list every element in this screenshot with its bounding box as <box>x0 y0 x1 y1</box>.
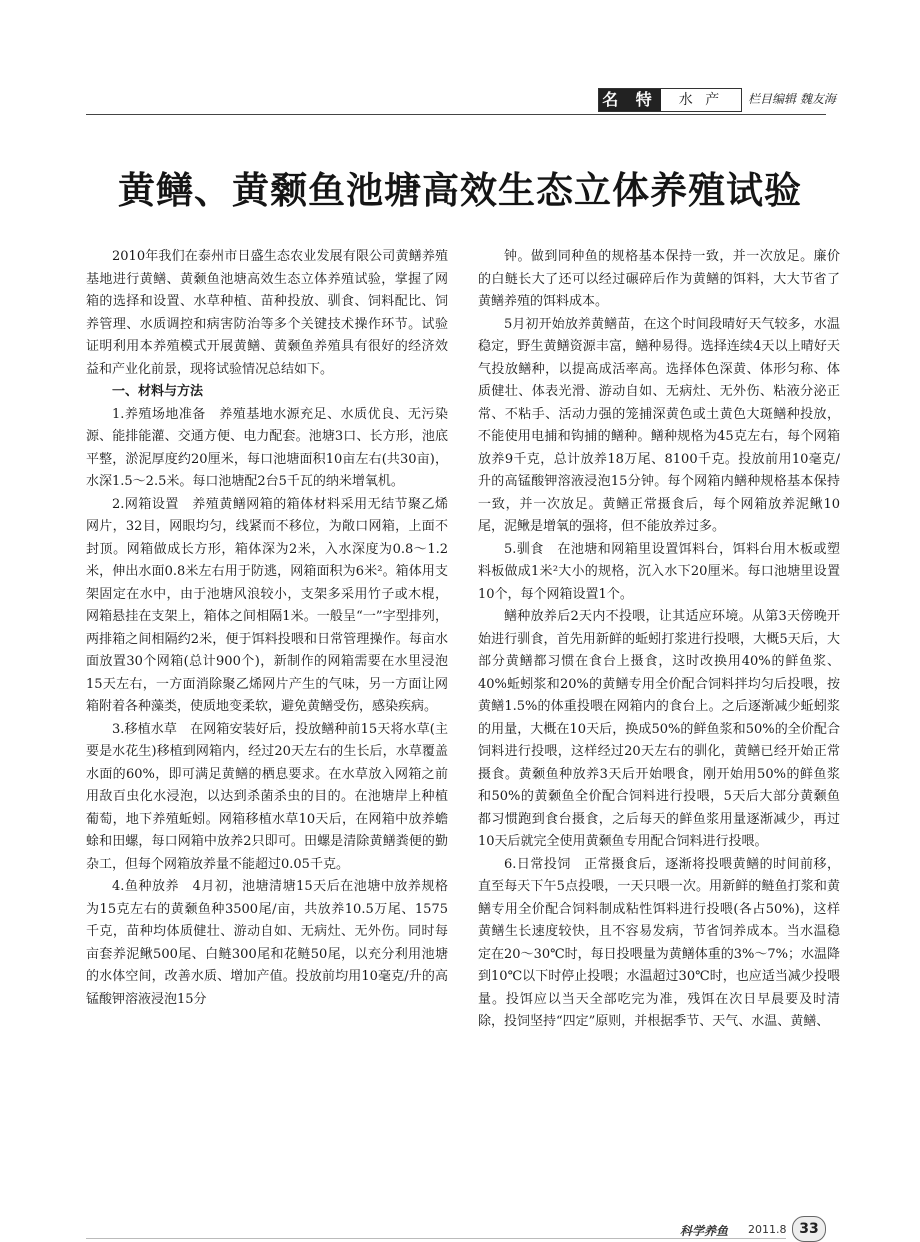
column-tag <box>598 88 742 112</box>
column-editor: 栏目编辑 魏友海 <box>748 92 836 106</box>
article-title: 黄鳝、黄颡鱼池塘高效生态立体养殖试验 <box>118 169 802 212</box>
page-number: 33 <box>792 1216 826 1242</box>
body-paragraph: 5月初开始放养黄鳝苗，在这个时间段晴好天气较多，水温稳定，野生黄鳝资源丰富，鳝种易得。选择连续4天以上晴好天气投放鳝种，以提高成活率高。选择体色深黄、体形匀称、体质健壮、体表光滑、游动自如、无病灶、无外伤、粘液分泌正常、不粘手、活动力强的笼捕深黄色或土黄色大斑鳝种投放，不能使用电捕和钩捕的鳝种。鳝种规格为45克左右，每个网箱放养9千克，总计放养18万尾、8100千克。投放前用10毫克/升的高锰酸钾溶液浸泡15分钟。每个网箱内鳝种规格基本保持一致，并一次放足。黄鳝正常摄食后，每个网箱放养泥鳅10尾，泥鳅是增氧的强将，但不能放养过多。 <box>478 316 840 534</box>
body-paragraph: 4.鱼种放养 4月初，池塘清塘15天后在池塘中放养规格为15克左右的黄颡鱼种3500尾/亩，共放养10.5万尾、1575千克，苗种均体质健壮、游动自如、无病灶、无外伤。同时每亩套养泥鳅500尾、白鲢300尾和花鲢50尾，以充分利用池塘的水体空间，改善水质、增加产值。投放前均用10毫克/升的高锰酸钾溶液浸泡15分 <box>86 879 448 1007</box>
body-paragraph: 6.日常投饲 正常摄食后，逐渐将投喂黄鳝的时间前移，直至每天下午5点投喂，一天只喂一次。用新鲜的鲢鱼打浆和黄鳝专用全价配合饲料制成粘性饵料进行投喂(各占50%)，这样黄鳝生长速度较快，且不容易发病，节省饲养成本。当水温稳定在20～30℃时，每日投喂量为黄鳝体重的3%～7%；水温降到10℃以下时停止投喂；水温超过30℃时，也应适当减少投喂量。投饵应以当天全部吃完为准，残饵在次日早晨要及时清除，投饲坚持“四定”原则，并根据季节、天气、水温、黄鳝、 <box>478 856 840 1029</box>
left-column <box>86 246 448 1011</box>
journal-issue: 2011.8 <box>748 1223 787 1236</box>
intro-paragraph: 2010年我们在泰州市日盛生态农业发展有限公司黄鳝养殖基地进行黄鳝、黄颡鱼池塘高效生态立体养殖试验，掌握了网箱的选择和设置、水草种植、苗种投放、驯食、饲料配比、饲养管理、水质调控和病害防治等多个关键技术操作环节。试验证明利用本养殖模式开展黄鳝、黄颡鱼养殖具有很好的经济效益和产业化前景，现将试验情况总结如下。 <box>86 249 448 377</box>
column-header <box>86 88 836 115</box>
body-paragraph: 3.移植水草 在网箱安装好后，投放鳝种前15天将水草(主要是水花生)移植到网箱内，经过20天左右的生长后，水草覆盖水面的60%，即可满足黄鳝的栖息要求。在水草放入网箱之前用敌百虫化水浸泡，以达到杀菌杀虫的目的。在池塘岸上种植葡萄，地下养殖蚯蚓。网箱移植水草10天后，在网箱中放养蟾蜍和田螺，每口网箱中放养2只即可。田螺是清除黄鳝粪便的勤杂工，但每个网箱放养量不能超过0.05千克。 <box>86 721 448 872</box>
column-tag-left: 名 特 <box>599 89 661 111</box>
body-paragraph: 2.网箱设置 养殖黄鳝网箱的箱体材料采用无结节聚乙烯网片，32目，网眼均匀，线紧而不移位，为敞口网箱，上面不封顶。网箱做成长方形，箱体深为2米，入水深度为0.8～1.2米，伸出水面0.8米左右用于防逃，网箱面积为6米²。箱体用支架固定在水中，由于池塘风浪较小，支架多采用竹子或木棍，网箱悬挂在支架上，箱体之间相隔1米。一般呈“一”字型排列，两排箱之间相隔约2米，便于饵料投喂和日常管理操作。每亩水面放置30个网箱(总计900个)，新制作的网箱需要在水里浸泡15天左右，一方面消除聚乙烯网片产生的气味，另一方面让网箱附着各种藻类，使质地变柔软，避免黄鳝受伤，感染疾病。 <box>86 496 448 714</box>
section-heading: 一、材料与方法 <box>112 384 204 399</box>
column-tag-right: 水 产 <box>678 92 724 108</box>
body-paragraph: 鳝种放养后2天内不投喂，让其适应环境。从第3天傍晚开始进行驯食，首先用新鲜的蚯蚓打浆进行投喂，大概5天后，大部分黄鳝都习惯在食台上摄食，这时改换用40%的鲜鱼浆、40%蚯蚓浆和20%的黄鳝专用全价配合饲料拌均匀后投喂，按黄鳝1.5%的体重投喂在网箱内的食台上。之后逐渐减少蚯蚓浆的用量，大概在10天后，换成50%的鲜鱼浆和50%的全价配合饲料进行投喂，这样经过20天左右的驯化，黄鳝已经开始正常摄食。黄颡鱼种放养3天后开始喂食，刚开始用50%的鲜鱼浆和50%的黄颡鱼全价配合饲料进行投喂，5天后大部分黄颡鱼都习惯跑到食台摄食，之后每天的鲜鱼浆用量逐渐减少，再过10天后就完全使用黄颡鱼专用配合饲料进行投喂。 <box>478 609 840 849</box>
body-paragraph: 钟。做到同种鱼的规格基本保持一致，并一次放足。廉价的白鲢长大了还可以经过碾碎后作为黄鳝的饵料，大大节省了黄鳝养殖的饵料成本。 <box>478 249 840 309</box>
body-paragraph: 1.养殖场地准备 养殖基地水源充足、水质优良、无污染源、能排能灌、交通方便、电力配套。池塘3口、长方形，池底平整，淤泥厚度约20厘米，每口池塘面积10亩左右(共30亩)，水深1.5～2.5米。每口池塘配2台5千瓦的纳米增氧机。 <box>86 406 448 489</box>
journal-brand: 科学养鱼 <box>680 1224 729 1238</box>
body-paragraph: 5.驯食 在池塘和网箱里设置饵料台，饵料台用木板或塑料板做成1米²大小的规格，沉入水下20厘米。每口池塘里设置10个，每个网箱设置1个。 <box>478 541 840 602</box>
right-column <box>478 246 840 1034</box>
